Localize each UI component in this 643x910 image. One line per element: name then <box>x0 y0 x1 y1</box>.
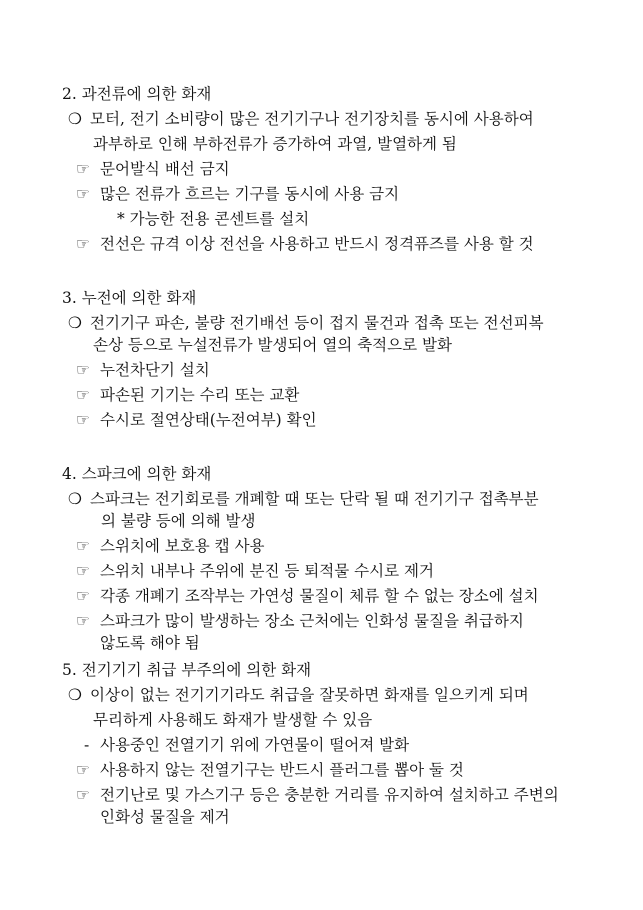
section-4-heading: 4. 스파크에 의한 화재 <box>62 465 212 483</box>
section-5-item-1: - 사용중인 전열기기 위에 가연물이 떨어져 발화 <box>84 736 410 754</box>
section-3-desc <box>68 313 544 333</box>
section-4-item-4: ☞ 스파크가 많이 발생하는 장소 근처에는 인화성 물질을 취급하지 <box>76 612 524 630</box>
section-2-desc-line2: 과부하로 인해 부하전류가 증가하여 과열, 발열하게 됨 <box>93 135 457 153</box>
circle-bullet-icon: ❍ <box>68 686 82 704</box>
section-2-heading: 2. 과전류에 의한 화재 <box>62 85 212 103</box>
section-2-item-2: ☞ 많은 전류가 흐르는 기구를 동시에 사용 금지 <box>76 185 400 203</box>
circle-bullet-icon: ❍ <box>68 314 82 332</box>
circle-bullet-icon: ❍ <box>68 490 82 508</box>
section-5-desc <box>68 685 529 705</box>
section-3-desc-line1: 전기기구 파손, 불량 전기배선 등이 접지 물건과 접촉 또는 전선피복 <box>90 314 544 332</box>
section-5-desc-line2: 무리하게 사용해도 화재가 발생할 수 있음 <box>93 711 373 729</box>
section-4-desc-line1: 스파크는 전기회로를 개폐할 때 또는 단락 될 때 전기기구 접촉부분 <box>90 490 539 508</box>
section-5-desc-line1: 이상이 없는 전기기기라도 취급을 잘못하면 화재를 일으키게 되며 <box>90 686 529 704</box>
section-5-item-3-line2: 인화성 물질을 제거 <box>100 808 230 826</box>
section-2-desc-line1: 모터, 전기 소비량이 많은 전기기구나 전기장치를 동시에 사용하여 <box>90 110 534 128</box>
section-4-item-3: ☞ 각종 개폐기 조작부는 가연성 물질이 체류 할 수 없는 장소에 설치 <box>76 587 539 605</box>
section-5-item-2: ☞ 사용하지 않는 전열기구는 반드시 플러그를 뽑아 둘 것 <box>76 761 464 779</box>
dash-bullet-icon: - <box>84 736 90 754</box>
section-2-item-1: ☞ 문어발식 배선 금지 <box>76 160 230 178</box>
pointing-hand-icon: ☞ <box>76 562 90 580</box>
section-2-item-3-note: * 가능한 전용 콘센트를 설치 <box>117 210 310 228</box>
section-3-heading: 3. 누전에 의한 화재 <box>62 289 197 307</box>
section-2-desc <box>68 109 534 129</box>
pointing-hand-icon: ☞ <box>76 411 90 429</box>
section-5-heading: 5. 전기기기 취급 부주의에 의한 화재 <box>62 661 312 679</box>
section-3-item-2: ☞ 파손된 기기는 수리 또는 교환 <box>76 386 300 404</box>
section-4-item-2: ☞ 스위치 내부나 주위에 분진 등 퇴적물 수시로 제거 <box>76 562 434 580</box>
pointing-hand-icon: ☞ <box>76 160 90 178</box>
section-4-desc-line2: 의 불량 등에 의해 발생 <box>101 512 256 530</box>
pointing-hand-icon: ☞ <box>76 235 90 253</box>
section-2-item-4: ☞ 전선은 규격 이상 전선을 사용하고 반드시 정격퓨즈를 사용 할 것 <box>76 235 534 253</box>
circle-bullet-icon: ❍ <box>68 110 82 128</box>
section-3-desc-line2: 손상 등으로 누설전류가 발생되어 열의 축적으로 발화 <box>93 336 452 354</box>
section-4-item-1: ☞ 스위치에 보호용 캡 사용 <box>76 537 265 555</box>
pointing-hand-icon: ☞ <box>76 386 90 404</box>
section-4-item-4-line2: 않도록 해야 됨 <box>100 634 200 652</box>
pointing-hand-icon: ☞ <box>76 761 90 779</box>
section-4-desc <box>68 489 539 509</box>
section-3-item-1: ☞ 누전차단기 설치 <box>76 361 210 379</box>
pointing-hand-icon: ☞ <box>76 537 90 555</box>
pointing-hand-icon: ☞ <box>76 786 90 804</box>
section-5-item-3: ☞ 전기난로 및 가스기구 등은 충분한 거리를 유지하여 설치하고 주변의 <box>76 786 559 804</box>
pointing-hand-icon: ☞ <box>76 185 90 203</box>
pointing-hand-icon: ☞ <box>76 361 90 379</box>
pointing-hand-icon: ☞ <box>76 587 90 605</box>
pointing-hand-icon: ☞ <box>76 612 90 630</box>
section-3-item-3: ☞ 수시로 절연상태(누전여부) 확인 <box>76 411 317 429</box>
